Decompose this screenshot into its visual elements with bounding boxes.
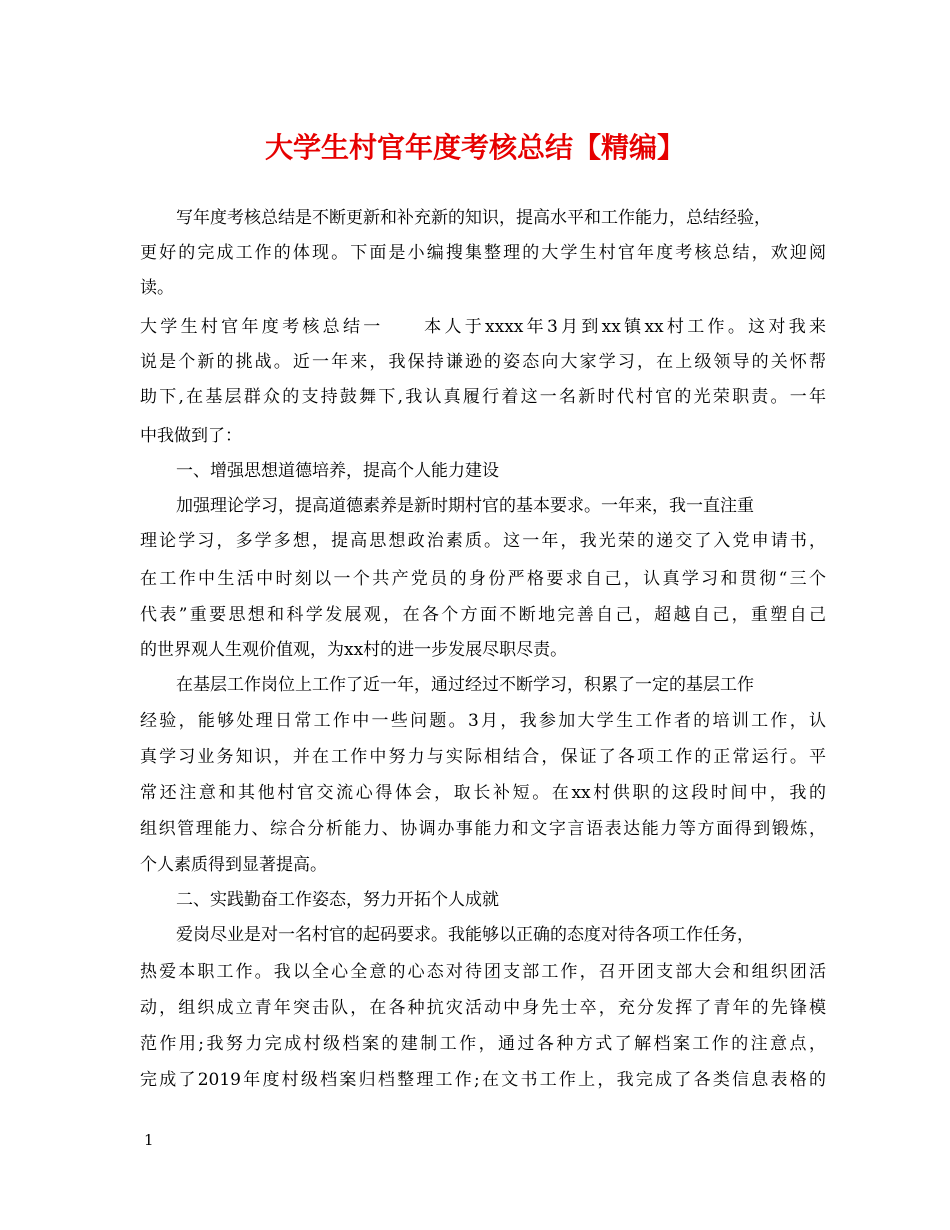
body-line: 真学习业务知识，并在工作中努力与实际相结合，保证了各项工作的正常运行。平: [140, 747, 826, 767]
body-line: 更好的完成工作的体现。下面是小编搜集整理的大学生村官年度考核总结，欢迎阅: [140, 243, 826, 263]
body-line: 加强理论学习，提高道德素养是新时期村官的基本要求。一年来，我一直注重: [176, 496, 754, 516]
body-line: 的世界观人生观价值观，为xx村的进一步发展尽职尽责。: [140, 640, 568, 660]
body-line: 说是个新的挑战。近一年来，我保持谦逊的姿态向大家学习，在上级领导的关怀帮: [140, 352, 826, 372]
body-line: 代表”重要思想和科学发展观，在各个方面不断地完善自己，超越自己，重塑自己: [140, 605, 826, 625]
body-line: 理论学习，多学多想，提高思想政治素质。这一年，我光荣的递交了入党申请书，: [140, 531, 826, 551]
body-line: 写年度考核总结是不断更新和补充新的知识，提高水平和工作能力，总结经验，: [176, 208, 771, 228]
body-line: 读。: [140, 278, 174, 298]
body-line: 助下,在基层群众的支持鼓舞下,我认真履行着这一名新时代村官的光荣职责。一年: [140, 387, 826, 407]
body-line: 范作用;我努力完成村级档案的建制工作，通过各种方式了解档案工作的注意点，: [140, 1034, 826, 1054]
page-number: 1: [144, 1131, 154, 1149]
body-line: 大学生村官年度考核总结一 本人于xxxx年3月到xx镇xx村工作。这对我来: [140, 317, 826, 337]
body-line: 动，组织成立青年突击队，在各种抗灾活动中身先士卒，充分发挥了青年的先锋模: [140, 998, 826, 1018]
section-heading: 一、增强思想道德培养，提高个人能力建设: [176, 461, 499, 481]
body-line: 常还注意和其他村官交流心得体会，取长补短。在xx村供职的这段时间中，我的: [140, 783, 826, 803]
body-line: 完成了2019年度村级档案归档整理工作;在文书工作上，我完成了各类信息表格的: [140, 1070, 826, 1090]
document-title: 大学生村官年度考核总结【精编】: [264, 131, 685, 164]
body-line: 中我做到了：: [140, 426, 242, 446]
body-line: 在工作中生活中时刻以一个共产党员的身份严格要求自己，认真学习和贯彻“三个: [140, 569, 826, 589]
body-line: 经验，能够处理日常工作中一些问题。3月，我参加大学生工作者的培训工作，认: [140, 711, 826, 731]
body-line: 热爱本职工作。我以全心全意的心态对待团支部工作，召开团支部大会和组织团活: [140, 962, 826, 982]
body-line: 个人素质得到显著提高。: [140, 855, 327, 875]
section-heading: 二、实践勤奋工作姿态，努力开拓个人成就: [176, 890, 499, 910]
body-line: 爱岗尽业是对一名村官的起码要求。我能够以正确的态度对待各项工作任务，: [176, 925, 754, 945]
body-line: 组织管理能力、综合分析能力、协调办事能力和文字言语表达能力等方面得到锻炼，: [140, 819, 826, 839]
body-line: 在基层工作岗位上工作了近一年，通过经过不断学习，积累了一定的基层工作: [176, 675, 754, 695]
